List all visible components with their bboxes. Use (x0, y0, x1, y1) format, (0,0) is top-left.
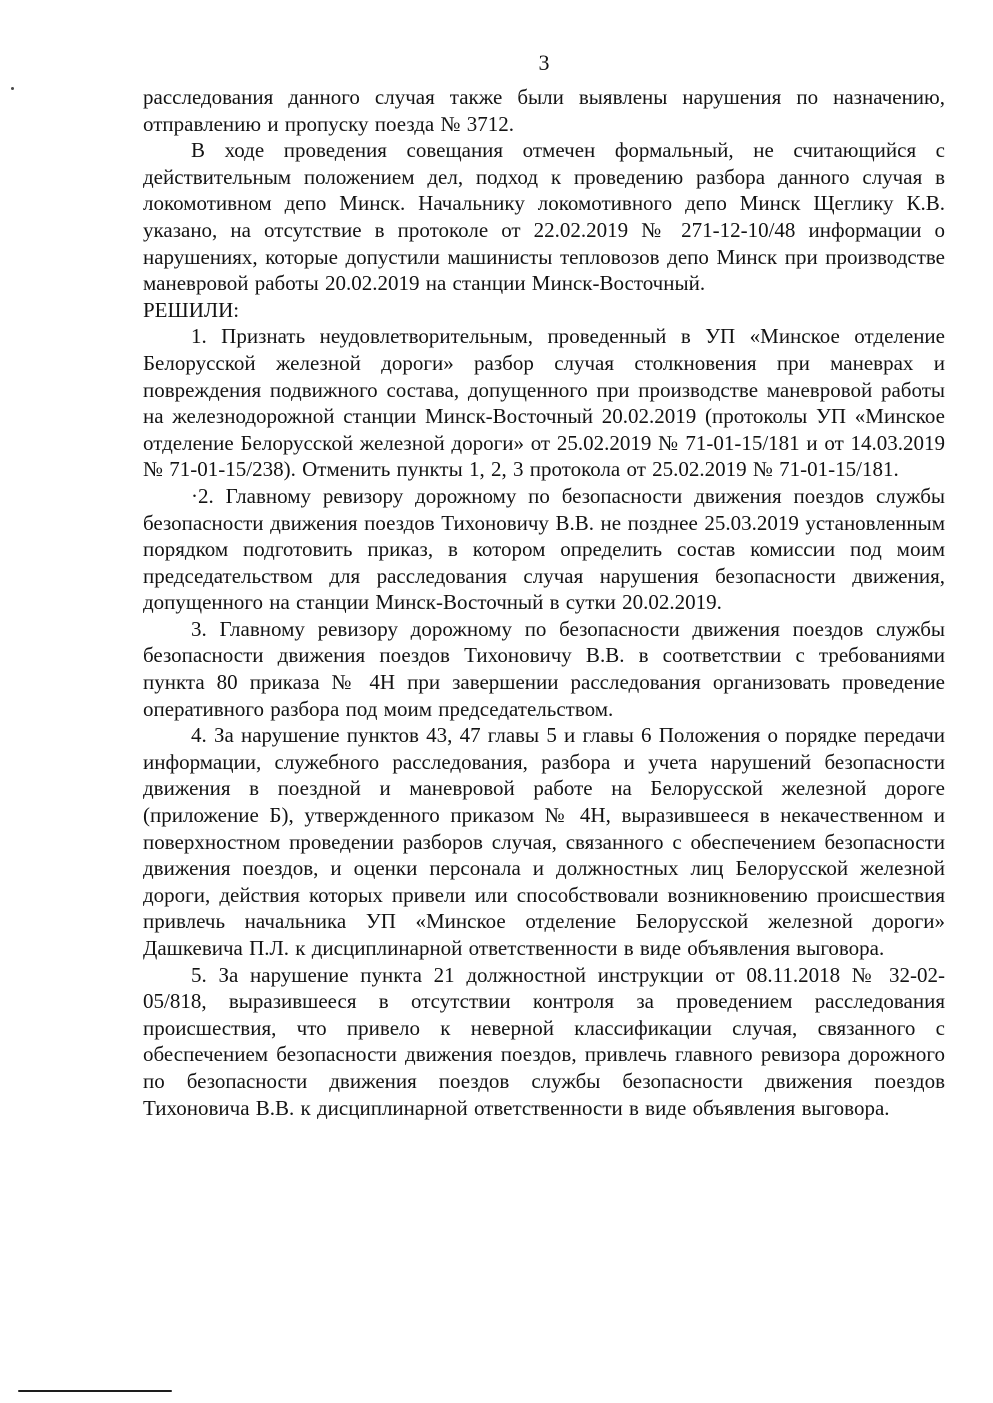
decision-item-2: ·2. Главному ревизору дорожному по безопасности движения поездов службы безопасности движения поездов Тихоновичу В.В. не позднее 25.03.2019 установленным порядком подготовить приказ, в котором определить состав комиссии под моим председательством для расследования случая нарушения безопасности движения, допущенного на станции Минск-Восточный в сутки 20.02.2019. (143, 483, 945, 615)
document-body (143, 84, 945, 1121)
decision-item-4: 4. За нарушение пунктов 43, 47 главы 5 и главы 6 Положения о порядке передачи информации, служебного расследования, разбора и учета нарушений безопасности движения в поездной и маневровой работе на Белорусской железной дороге (приложение Б), утвержденного приказом № 4Н, выразившееся в некачественном и поверхностном проведении разборов случая, связанного с обеспечением безопасности движения поездов, и оценки персонала и должностных лиц Белорусской железной дороги, действия которых привели или способствовали возникновению происшествия привлечь начальника УП «Минское отделение Белорусской железной дороги» Дашкевича П.Л. к дисциплинарной ответственности в виде объявления выговора. (143, 723, 945, 960)
paragraph-carryover: расследования данного случая также были выявлены нарушения по назначению, отправлению и пропуску поезда № 3712. (143, 85, 945, 136)
decided-heading: РЕШИЛИ: (143, 297, 240, 322)
decision-item-3: 3. Главному ревизору дорожному по безопасности движения поездов службы безопасности движения поездов Тихоновичу В.В. в соответствии с требованиями пункта 80 приказа № 4Н при завершении расследования организовать проведение оперативного разбора под моим председательством. (143, 616, 945, 721)
page-number-value: 3 (538, 50, 550, 75)
page-number (143, 50, 945, 76)
footnote-rule (18, 1390, 172, 1392)
decision-item-5: 5. За нарушение пункта 21 должностной инструкции от 08.11.2018 № 32-02-05/818, выразившееся в отсутствии контроля за проведением расследования происшествия, что привело к неверной классификации случая, связанного с обеспечением безопасности движения поездов, привлечь главного ревизора дорожного по безопасности движения поездов службы безопасности движения поездов Тихоновича В.В. к дисциплинарной ответственности в виде объявления выговора. (143, 962, 945, 1120)
decision-item-1: 1. Признать неудовлетворительным, проведенный в УП «Минское отделение Белорусской железной дороги» разбор случая столкновения при маневрах и повреждения подвижного состава, допущенного при производстве маневровой работы на железнодорожной станции Минск-Восточный 20.02.2019 (протоколы УП «Минское отделение Белорусской железной дороги» от 25.02.2019 № 71-01-15/181 и от 14.03.2019 № 71-01-15/238). Отменить пункты 1, 2, 3 протокола от 25.02.2019 № 71-01-15/181. (143, 324, 945, 482)
scan-speckle-dot (11, 87, 14, 90)
paragraph-meeting-summary: В ходе проведения совещания отмечен формальный, не считающийся с действительным положением дел, подход к проведению разбора данного случая в локомотивном депо Минск. Начальнику локомотивного депо Минск Щеглику К.В. указано, на отсутствие в протоколе от 22.02.2019 № 271-12-10/48 информации о нарушениях, которые допустили машинисты тепловозов депо Минск при производстве маневровой работы 20.02.2019 на станции Минск-Восточный. (143, 138, 945, 296)
